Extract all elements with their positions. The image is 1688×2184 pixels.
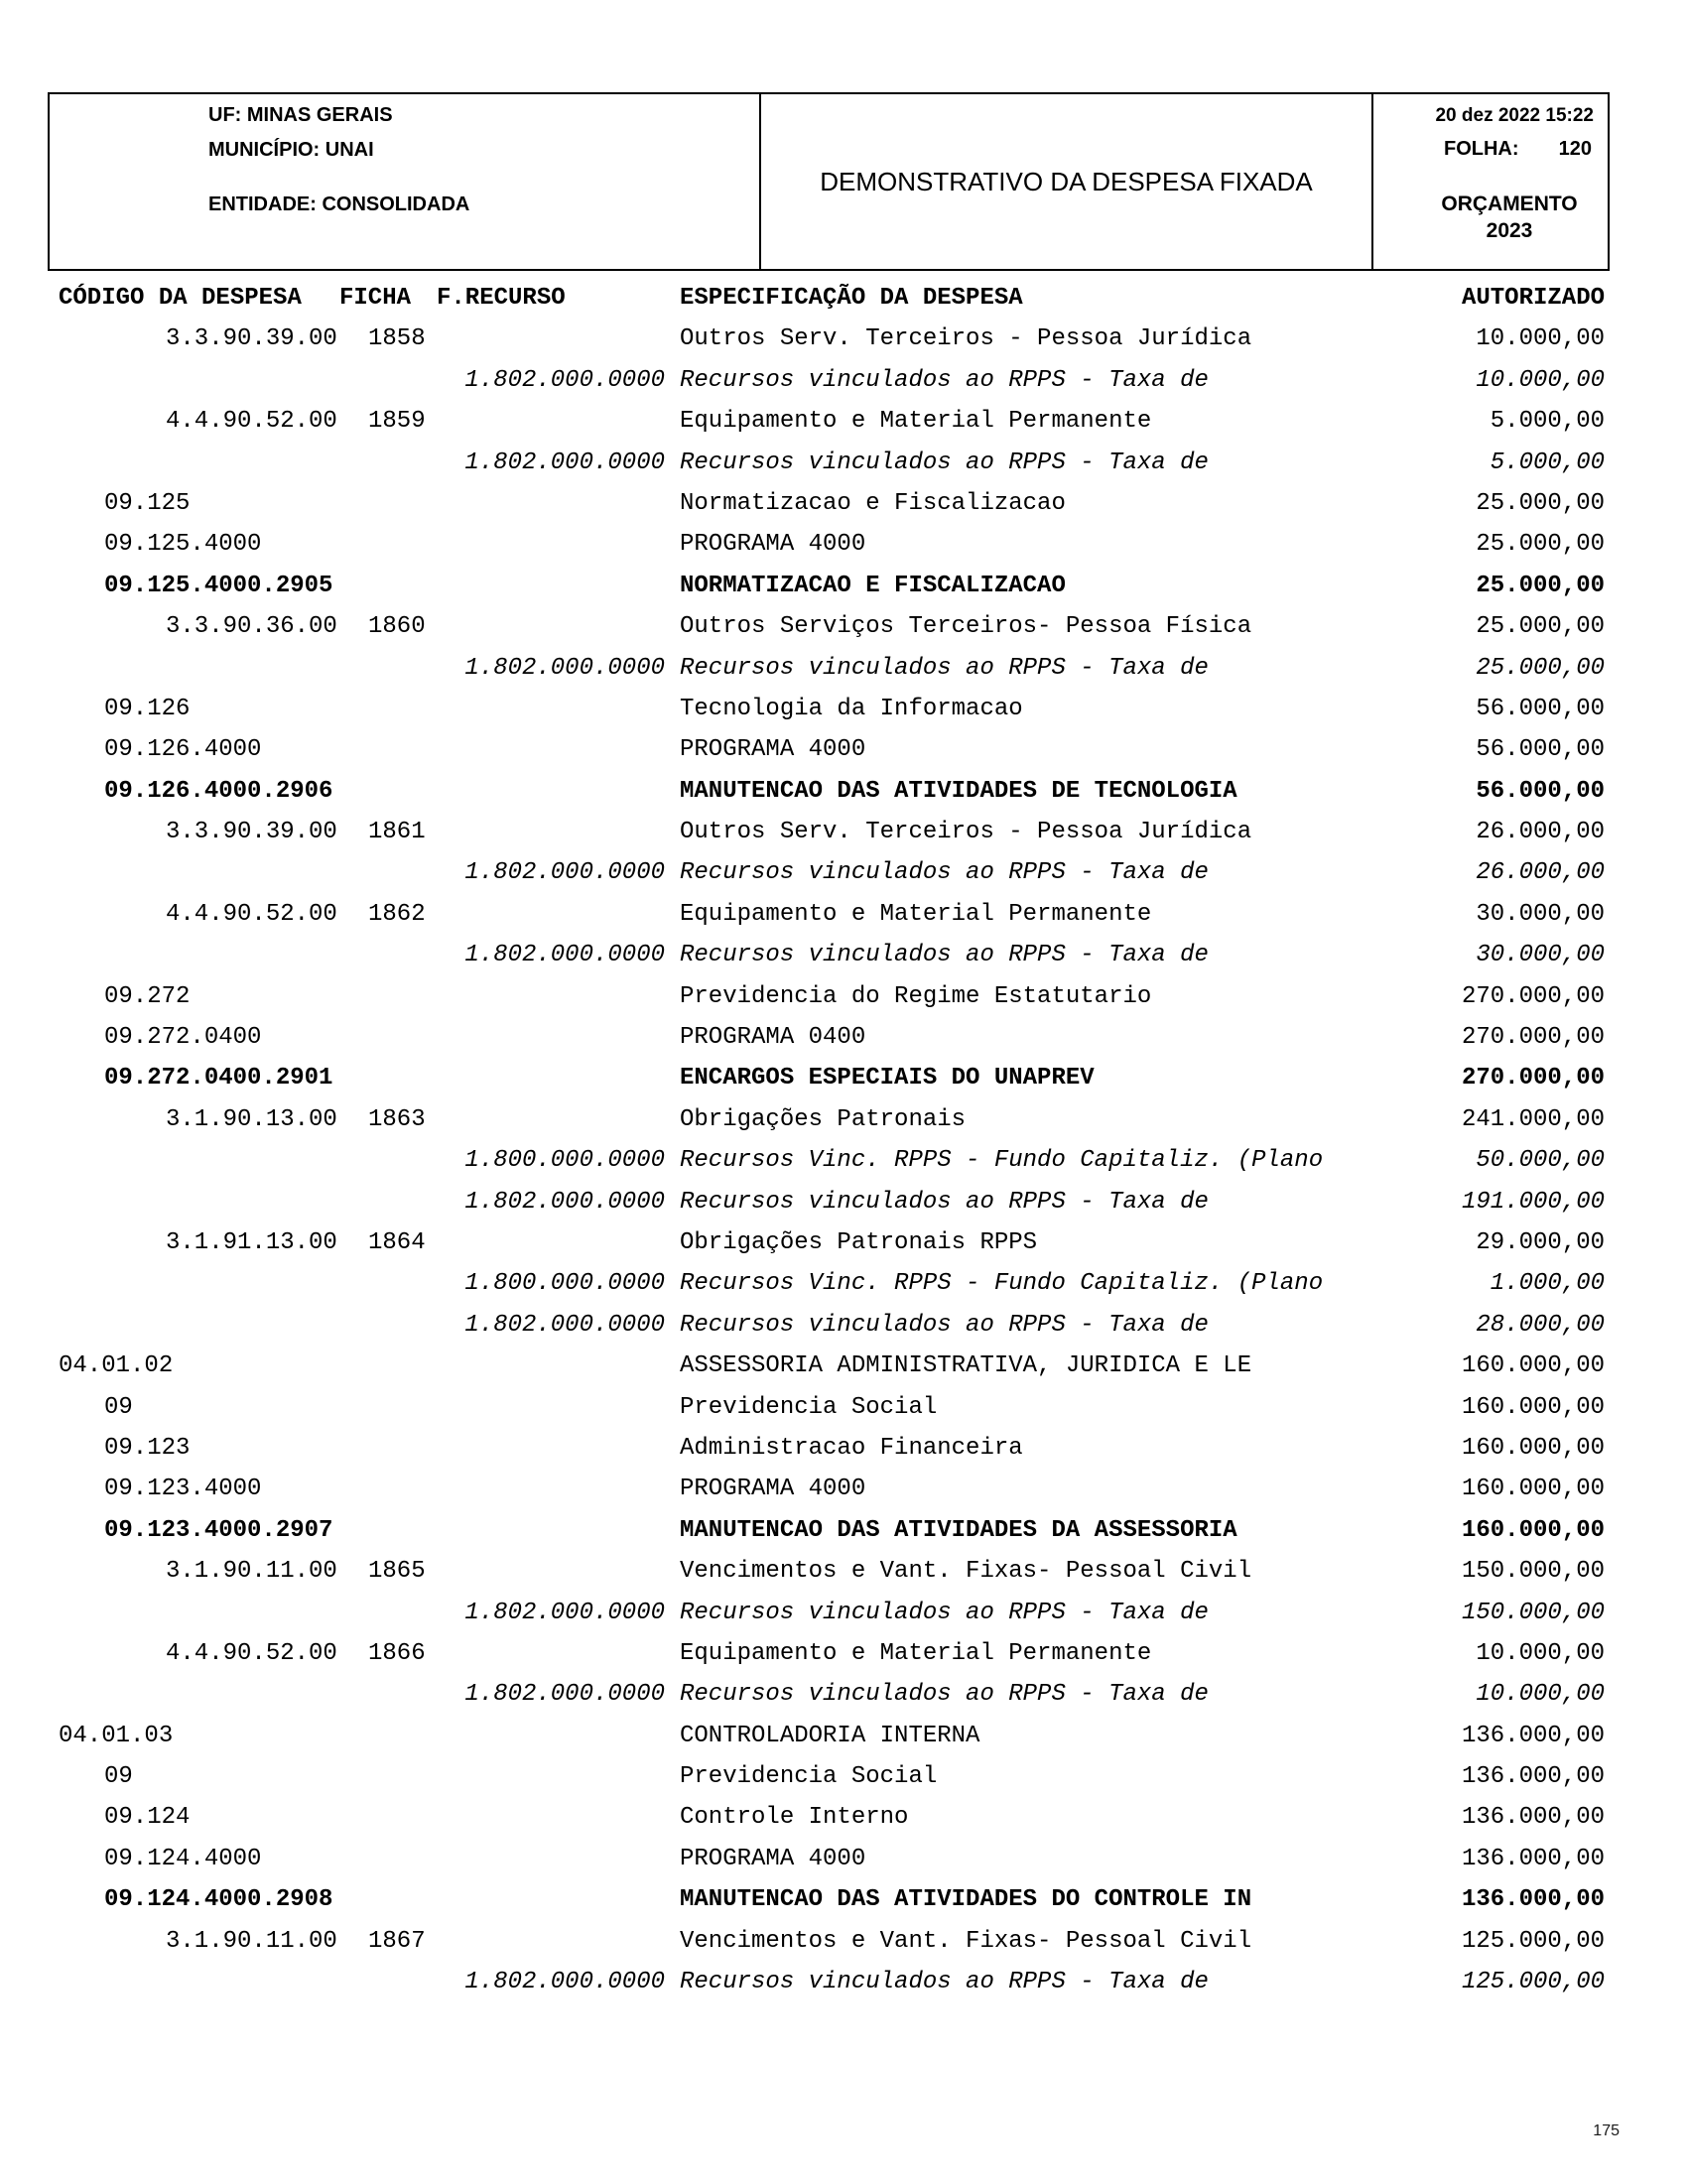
amount-cell: 25.000,00 bbox=[1476, 572, 1605, 599]
resource-cell: 1.802.000.0000 bbox=[464, 1188, 665, 1216]
table-row bbox=[40, 524, 1605, 565]
table-row bbox=[40, 1674, 1605, 1715]
spec-cell: Recursos Vinc. RPPS - Fundo Capitaliz. (Plano bbox=[680, 1147, 1324, 1175]
ficha-cell bbox=[337, 771, 437, 812]
table-row bbox=[40, 1099, 1605, 1140]
resource-cell bbox=[437, 319, 667, 359]
table-row bbox=[40, 812, 1605, 852]
ficha-cell: 1862 bbox=[368, 900, 426, 928]
resource-cell: 1.802.000.0000 bbox=[464, 859, 665, 887]
spec-cell: Obrigações Patronais bbox=[680, 1105, 967, 1133]
code-cell: 04.01.02 bbox=[59, 1352, 174, 1380]
amount-cell: 50.000,00 bbox=[1476, 1147, 1605, 1175]
amount-cell: 125.000,00 bbox=[1461, 1969, 1605, 1996]
code-cell bbox=[40, 1962, 337, 2002]
amount-cell: 30.000,00 bbox=[1476, 942, 1605, 969]
ficha-cell bbox=[337, 935, 437, 975]
spec-cell: PROGRAMA 4000 bbox=[680, 736, 866, 764]
municipio-label: MUNICÍPIO: UNAI bbox=[208, 139, 374, 161]
table-row bbox=[40, 1346, 1605, 1386]
amount-cell: 56.000,00 bbox=[1476, 695, 1605, 722]
table-row bbox=[40, 483, 1605, 524]
code-cell: 09.124 bbox=[104, 1804, 191, 1832]
spec-cell: ASSESSORIA ADMINISTRATIVA, JURIDICA E LE bbox=[680, 1352, 1252, 1380]
amount-cell: 10.000,00 bbox=[1476, 1639, 1605, 1667]
header-code: CÓDIGO DA DESPESA bbox=[59, 285, 302, 312]
ficha-cell bbox=[337, 1017, 437, 1058]
table-row bbox=[40, 1716, 1605, 1756]
amount-cell: 5.000,00 bbox=[1490, 449, 1605, 476]
spec-cell: Vencimentos e Vant. Fixas- Pessoal Civil bbox=[680, 1927, 1252, 1955]
table-row bbox=[40, 729, 1605, 770]
header-autorizado: AUTORIZADO bbox=[1461, 285, 1605, 312]
code-cell bbox=[40, 648, 337, 689]
code-cell: 3.1.90.13.00 bbox=[166, 1105, 337, 1133]
resource-cell bbox=[437, 1879, 667, 1920]
ficha-cell bbox=[337, 648, 437, 689]
table-row bbox=[40, 1510, 1605, 1551]
spec-cell: ENCARGOS ESPECIAIS DO UNAPREV bbox=[680, 1065, 1095, 1092]
amount-cell: 150.000,00 bbox=[1461, 1599, 1605, 1626]
table-row bbox=[40, 1921, 1605, 1962]
table-row bbox=[40, 360, 1605, 401]
code-cell bbox=[40, 1182, 337, 1222]
ficha-cell: 1865 bbox=[368, 1558, 426, 1586]
resource-cell bbox=[437, 1756, 667, 1797]
spec-cell: Recursos Vinc. RPPS - Fundo Capitaliz. (Plano bbox=[680, 1270, 1324, 1298]
code-cell bbox=[40, 360, 337, 401]
resource-cell: 1.802.000.0000 bbox=[464, 366, 665, 394]
ficha-cell: 1867 bbox=[368, 1927, 426, 1955]
report-table bbox=[40, 278, 1605, 2002]
table-row bbox=[40, 566, 1605, 606]
ficha-cell bbox=[337, 1839, 437, 1879]
table-row bbox=[40, 1962, 1605, 2002]
resource-cell bbox=[437, 1551, 667, 1592]
report-table-body bbox=[40, 319, 1605, 2002]
spec-cell: Recursos vinculados ao RPPS - Taxa de bbox=[680, 1599, 1209, 1626]
orcamento-label: ORÇAMENTO bbox=[1441, 193, 1578, 215]
spec-cell: Outros Serviços Terceiros- Pessoa Física bbox=[680, 613, 1252, 641]
folha-value: 120 bbox=[1558, 138, 1592, 160]
table-row bbox=[40, 1593, 1605, 1633]
resource-cell: 1.800.000.0000 bbox=[464, 1147, 665, 1175]
ficha-cell bbox=[337, 524, 437, 565]
amount-cell: 136.000,00 bbox=[1461, 1886, 1605, 1914]
page-number: 175 bbox=[1593, 2122, 1620, 2139]
resource-cell bbox=[437, 771, 667, 812]
spec-cell: Normatizacao e Fiscalizacao bbox=[680, 489, 1066, 517]
resource-cell bbox=[437, 1387, 667, 1428]
resource-cell bbox=[437, 606, 667, 647]
folha-row bbox=[1373, 139, 1594, 159]
amount-cell: 270.000,00 bbox=[1461, 1065, 1605, 1092]
amount-cell: 136.000,00 bbox=[1461, 1763, 1605, 1791]
resource-cell bbox=[437, 1099, 667, 1140]
amount-cell: 5.000,00 bbox=[1490, 408, 1605, 436]
spec-cell: Previdencia Social bbox=[680, 1763, 938, 1791]
ficha-cell: 1859 bbox=[368, 408, 426, 436]
amount-cell: 191.000,00 bbox=[1461, 1188, 1605, 1216]
amount-cell: 25.000,00 bbox=[1476, 531, 1605, 559]
resource-cell: 1.800.000.0000 bbox=[464, 1270, 665, 1298]
ficha-cell bbox=[337, 1962, 437, 2002]
resource-cell bbox=[437, 1346, 667, 1386]
spec-cell: MANUTENCAO DAS ATIVIDADES DE TECNOLOGIA bbox=[680, 777, 1237, 805]
amount-cell: 25.000,00 bbox=[1476, 654, 1605, 682]
ficha-cell: 1863 bbox=[368, 1105, 426, 1133]
amount-cell: 241.000,00 bbox=[1461, 1105, 1605, 1133]
amount-cell: 28.000,00 bbox=[1476, 1311, 1605, 1339]
table-row bbox=[40, 1182, 1605, 1222]
amount-cell: 26.000,00 bbox=[1476, 819, 1605, 846]
resource-cell: 1.802.000.0000 bbox=[464, 449, 665, 476]
ficha-cell bbox=[337, 360, 437, 401]
ficha-cell bbox=[337, 976, 437, 1017]
report-title-cell bbox=[761, 94, 1373, 269]
amount-cell: 160.000,00 bbox=[1461, 1476, 1605, 1503]
resource-cell bbox=[437, 689, 667, 729]
table-row bbox=[40, 648, 1605, 689]
code-cell: 09.126.4000 bbox=[104, 736, 262, 764]
table-row bbox=[40, 1756, 1605, 1797]
ficha-cell bbox=[337, 1140, 437, 1181]
table-row bbox=[40, 606, 1605, 647]
ficha-cell: 1866 bbox=[368, 1639, 426, 1667]
spec-cell: PROGRAMA 4000 bbox=[680, 531, 866, 559]
resource-cell bbox=[437, 1017, 667, 1058]
resource-cell bbox=[437, 812, 667, 852]
spec-cell: Recursos vinculados ao RPPS - Taxa de bbox=[680, 1969, 1209, 1996]
code-cell: 3.3.90.36.00 bbox=[166, 613, 337, 641]
spec-cell: Recursos vinculados ao RPPS - Taxa de bbox=[680, 1311, 1209, 1339]
amount-cell: 29.000,00 bbox=[1476, 1228, 1605, 1256]
code-cell: 09.123 bbox=[104, 1434, 191, 1462]
code-cell bbox=[40, 443, 337, 483]
ficha-cell bbox=[337, 1346, 437, 1386]
ficha-cell: 1864 bbox=[368, 1228, 426, 1256]
resource-cell bbox=[437, 1510, 667, 1551]
amount-cell: 10.000,00 bbox=[1476, 1681, 1605, 1709]
amount-cell: 160.000,00 bbox=[1461, 1516, 1605, 1544]
amount-cell: 160.000,00 bbox=[1461, 1434, 1605, 1462]
ficha-cell: 1858 bbox=[368, 325, 426, 353]
code-cell: 09.272.0400 bbox=[104, 1024, 262, 1052]
code-cell bbox=[40, 852, 337, 893]
code-cell: 09.124.4000.2908 bbox=[104, 1886, 333, 1914]
print-datetime: 20 dez 2022 15:22 bbox=[1435, 105, 1594, 126]
table-row bbox=[40, 852, 1605, 893]
amount-cell: 136.000,00 bbox=[1461, 1804, 1605, 1832]
code-cell: 3.1.90.11.00 bbox=[166, 1927, 337, 1955]
ficha-cell bbox=[337, 1305, 437, 1346]
header-frecurso: F.RECURSO bbox=[437, 285, 566, 312]
amount-cell: 125.000,00 bbox=[1461, 1927, 1605, 1955]
spec-cell: NORMATIZACAO E FISCALIZACAO bbox=[680, 572, 1066, 599]
uf-label: UF: MINAS GERAIS bbox=[208, 104, 393, 126]
ficha-cell bbox=[337, 1387, 437, 1428]
ficha-cell: 1861 bbox=[368, 819, 426, 846]
resource-cell bbox=[437, 401, 667, 442]
ficha-cell bbox=[337, 1263, 437, 1304]
spec-cell: PROGRAMA 4000 bbox=[680, 1476, 866, 1503]
table-row bbox=[40, 1017, 1605, 1058]
resource-cell bbox=[437, 976, 667, 1017]
code-cell bbox=[40, 1593, 337, 1633]
table-row bbox=[40, 401, 1605, 442]
code-cell bbox=[40, 1305, 337, 1346]
resource-cell bbox=[437, 1839, 667, 1879]
header-spec: ESPECIFICAÇÃO DA DESPESA bbox=[680, 285, 1023, 312]
table-header-row bbox=[40, 278, 1605, 319]
print-info-cell bbox=[1373, 94, 1608, 269]
spec-cell: CONTROLADORIA INTERNA bbox=[680, 1722, 980, 1749]
spec-cell: Vencimentos e Vant. Fixas- Pessoal Civil bbox=[680, 1558, 1252, 1586]
code-cell: 4.4.90.52.00 bbox=[166, 408, 337, 436]
code-cell: 3.3.90.39.00 bbox=[166, 325, 337, 353]
table-row bbox=[40, 689, 1605, 729]
entity-info-cell bbox=[50, 94, 761, 269]
amount-cell: 56.000,00 bbox=[1476, 736, 1605, 764]
ficha-cell bbox=[337, 1058, 437, 1098]
spec-cell: Equipamento e Material Permanente bbox=[680, 900, 1152, 928]
ficha-cell bbox=[337, 1797, 437, 1838]
ficha-cell bbox=[337, 729, 437, 770]
spec-cell: MANUTENCAO DAS ATIVIDADES DO CONTROLE IN bbox=[680, 1886, 1252, 1914]
table-row bbox=[40, 1058, 1605, 1098]
resource-cell bbox=[437, 1469, 667, 1509]
resource-cell: 1.802.000.0000 bbox=[464, 1969, 665, 1996]
code-cell: 09.124.4000 bbox=[104, 1845, 262, 1872]
ficha-cell bbox=[337, 483, 437, 524]
amount-cell: 26.000,00 bbox=[1476, 859, 1605, 887]
spec-cell: Previdencia do Regime Estatutario bbox=[680, 982, 1152, 1010]
table-row bbox=[40, 1839, 1605, 1879]
spec-cell: Administracao Financeira bbox=[680, 1434, 1023, 1462]
report-header-box bbox=[48, 92, 1610, 271]
resource-cell bbox=[437, 1222, 667, 1263]
code-cell: 09.123.4000.2907 bbox=[104, 1516, 333, 1544]
code-cell: 09.272.0400.2901 bbox=[104, 1065, 333, 1092]
ficha-cell bbox=[337, 1593, 437, 1633]
code-cell: 3.1.90.11.00 bbox=[166, 1558, 337, 1586]
ficha-cell bbox=[337, 1716, 437, 1756]
resource-cell: 1.802.000.0000 bbox=[464, 1311, 665, 1339]
ficha-cell bbox=[337, 689, 437, 729]
report-title: DEMONSTRATIVO DA DESPESA FIXADA bbox=[820, 166, 1313, 196]
table-row bbox=[40, 1879, 1605, 1920]
resource-cell bbox=[437, 483, 667, 524]
ficha-cell bbox=[337, 852, 437, 893]
spec-cell: PROGRAMA 4000 bbox=[680, 1845, 866, 1872]
resource-cell bbox=[437, 1428, 667, 1469]
entidade-label: ENTIDADE: CONSOLIDADA bbox=[208, 193, 470, 215]
code-cell: 4.4.90.52.00 bbox=[166, 1639, 337, 1667]
header-ficha: FICHA bbox=[339, 285, 412, 312]
table-row bbox=[40, 935, 1605, 975]
code-cell: 09.125.4000.2905 bbox=[104, 572, 333, 599]
amount-cell: 270.000,00 bbox=[1461, 1024, 1605, 1052]
code-cell bbox=[40, 1263, 337, 1304]
amount-cell: 1.000,00 bbox=[1490, 1270, 1605, 1298]
spec-cell: Obrigações Patronais RPPS bbox=[680, 1228, 1038, 1256]
code-cell: 09.125.4000 bbox=[104, 531, 262, 559]
amount-cell: 160.000,00 bbox=[1461, 1352, 1605, 1380]
code-cell: 09.123.4000 bbox=[104, 1476, 262, 1503]
table-row bbox=[40, 443, 1605, 483]
code-cell: 09.126 bbox=[104, 695, 191, 722]
table-row bbox=[40, 894, 1605, 935]
code-cell: 09.125 bbox=[104, 489, 191, 517]
code-cell: 04.01.03 bbox=[59, 1722, 174, 1749]
resource-cell bbox=[437, 524, 667, 565]
table-row bbox=[40, 1469, 1605, 1509]
amount-cell: 136.000,00 bbox=[1461, 1845, 1605, 1872]
table-row bbox=[40, 1428, 1605, 1469]
table-row bbox=[40, 1140, 1605, 1181]
table-row bbox=[40, 976, 1605, 1017]
resource-cell: 1.802.000.0000 bbox=[464, 654, 665, 682]
table-row bbox=[40, 1222, 1605, 1263]
code-cell bbox=[40, 1140, 337, 1181]
ficha-cell bbox=[337, 566, 437, 606]
amount-cell: 160.000,00 bbox=[1461, 1393, 1605, 1421]
code-cell bbox=[40, 935, 337, 975]
code-cell: 4.4.90.52.00 bbox=[166, 900, 337, 928]
spec-cell: Outros Serv. Terceiros - Pessoa Jurídica bbox=[680, 325, 1252, 353]
resource-cell bbox=[437, 1633, 667, 1674]
ficha-cell: 1860 bbox=[368, 613, 426, 641]
amount-cell: 136.000,00 bbox=[1461, 1722, 1605, 1749]
amount-cell: 25.000,00 bbox=[1476, 489, 1605, 517]
amount-cell: 25.000,00 bbox=[1476, 613, 1605, 641]
spec-cell: Previdencia Social bbox=[680, 1393, 938, 1421]
resource-cell bbox=[437, 729, 667, 770]
ficha-cell bbox=[337, 1182, 437, 1222]
ficha-cell bbox=[337, 1510, 437, 1551]
amount-cell: 56.000,00 bbox=[1476, 777, 1605, 805]
table-row bbox=[40, 1633, 1605, 1674]
code-cell: 09 bbox=[104, 1393, 133, 1421]
spec-cell: Equipamento e Material Permanente bbox=[680, 408, 1152, 436]
table-row bbox=[40, 1797, 1605, 1838]
resource-cell: 1.802.000.0000 bbox=[464, 1599, 665, 1626]
amount-cell: 270.000,00 bbox=[1461, 982, 1605, 1010]
code-cell: 09.272 bbox=[104, 982, 191, 1010]
ficha-cell bbox=[337, 1674, 437, 1715]
code-cell: 3.3.90.39.00 bbox=[166, 819, 337, 846]
spec-cell: Recursos vinculados ao RPPS - Taxa de bbox=[680, 654, 1209, 682]
ficha-cell bbox=[337, 1756, 437, 1797]
code-cell: 3.1.91.13.00 bbox=[166, 1228, 337, 1256]
orcamento-block bbox=[1373, 191, 1594, 244]
resource-cell: 1.802.000.0000 bbox=[464, 942, 665, 969]
resource-cell bbox=[437, 1921, 667, 1962]
table-row bbox=[40, 1263, 1605, 1304]
resource-cell bbox=[437, 566, 667, 606]
amount-cell: 10.000,00 bbox=[1476, 325, 1605, 353]
orcamento-year: 2023 bbox=[1486, 219, 1533, 242]
spec-cell: Recursos vinculados ao RPPS - Taxa de bbox=[680, 366, 1209, 394]
amount-cell: 30.000,00 bbox=[1476, 900, 1605, 928]
spec-cell: MANUTENCAO DAS ATIVIDADES DA ASSESSORIA bbox=[680, 1516, 1237, 1544]
table-row bbox=[40, 1305, 1605, 1346]
spec-cell: Equipamento e Material Permanente bbox=[680, 1639, 1152, 1667]
resource-cell: 1.802.000.0000 bbox=[464, 1681, 665, 1709]
spec-cell: Controle Interno bbox=[680, 1804, 909, 1832]
resource-cell bbox=[437, 1716, 667, 1756]
spec-cell: Recursos vinculados ao RPPS - Taxa de bbox=[680, 942, 1209, 969]
table-row bbox=[40, 319, 1605, 359]
spec-cell: PROGRAMA 0400 bbox=[680, 1024, 866, 1052]
resource-cell bbox=[437, 1797, 667, 1838]
ficha-cell bbox=[337, 1428, 437, 1469]
code-cell bbox=[40, 1674, 337, 1715]
code-cell: 09.126.4000.2906 bbox=[104, 777, 333, 805]
amount-cell: 150.000,00 bbox=[1461, 1558, 1605, 1586]
table-row bbox=[40, 1387, 1605, 1428]
code-cell: 09 bbox=[104, 1763, 133, 1791]
spec-cell: Recursos vinculados ao RPPS - Taxa de bbox=[680, 1188, 1209, 1216]
spec-cell: Recursos vinculados ao RPPS - Taxa de bbox=[680, 449, 1209, 476]
spec-cell: Tecnologia da Informacao bbox=[680, 695, 1023, 722]
resource-cell bbox=[437, 894, 667, 935]
spec-cell: Outros Serv. Terceiros - Pessoa Jurídica bbox=[680, 819, 1252, 846]
ficha-cell bbox=[337, 1469, 437, 1509]
table-row bbox=[40, 1551, 1605, 1592]
ficha-cell bbox=[337, 1879, 437, 1920]
resource-cell bbox=[437, 1058, 667, 1098]
spec-cell: Recursos vinculados ao RPPS - Taxa de bbox=[680, 1681, 1209, 1709]
ficha-cell bbox=[337, 443, 437, 483]
folha-label: FOLHA: bbox=[1444, 138, 1519, 160]
table-row bbox=[40, 771, 1605, 812]
spec-cell: Recursos vinculados ao RPPS - Taxa de bbox=[680, 859, 1209, 887]
amount-cell: 10.000,00 bbox=[1476, 366, 1605, 394]
